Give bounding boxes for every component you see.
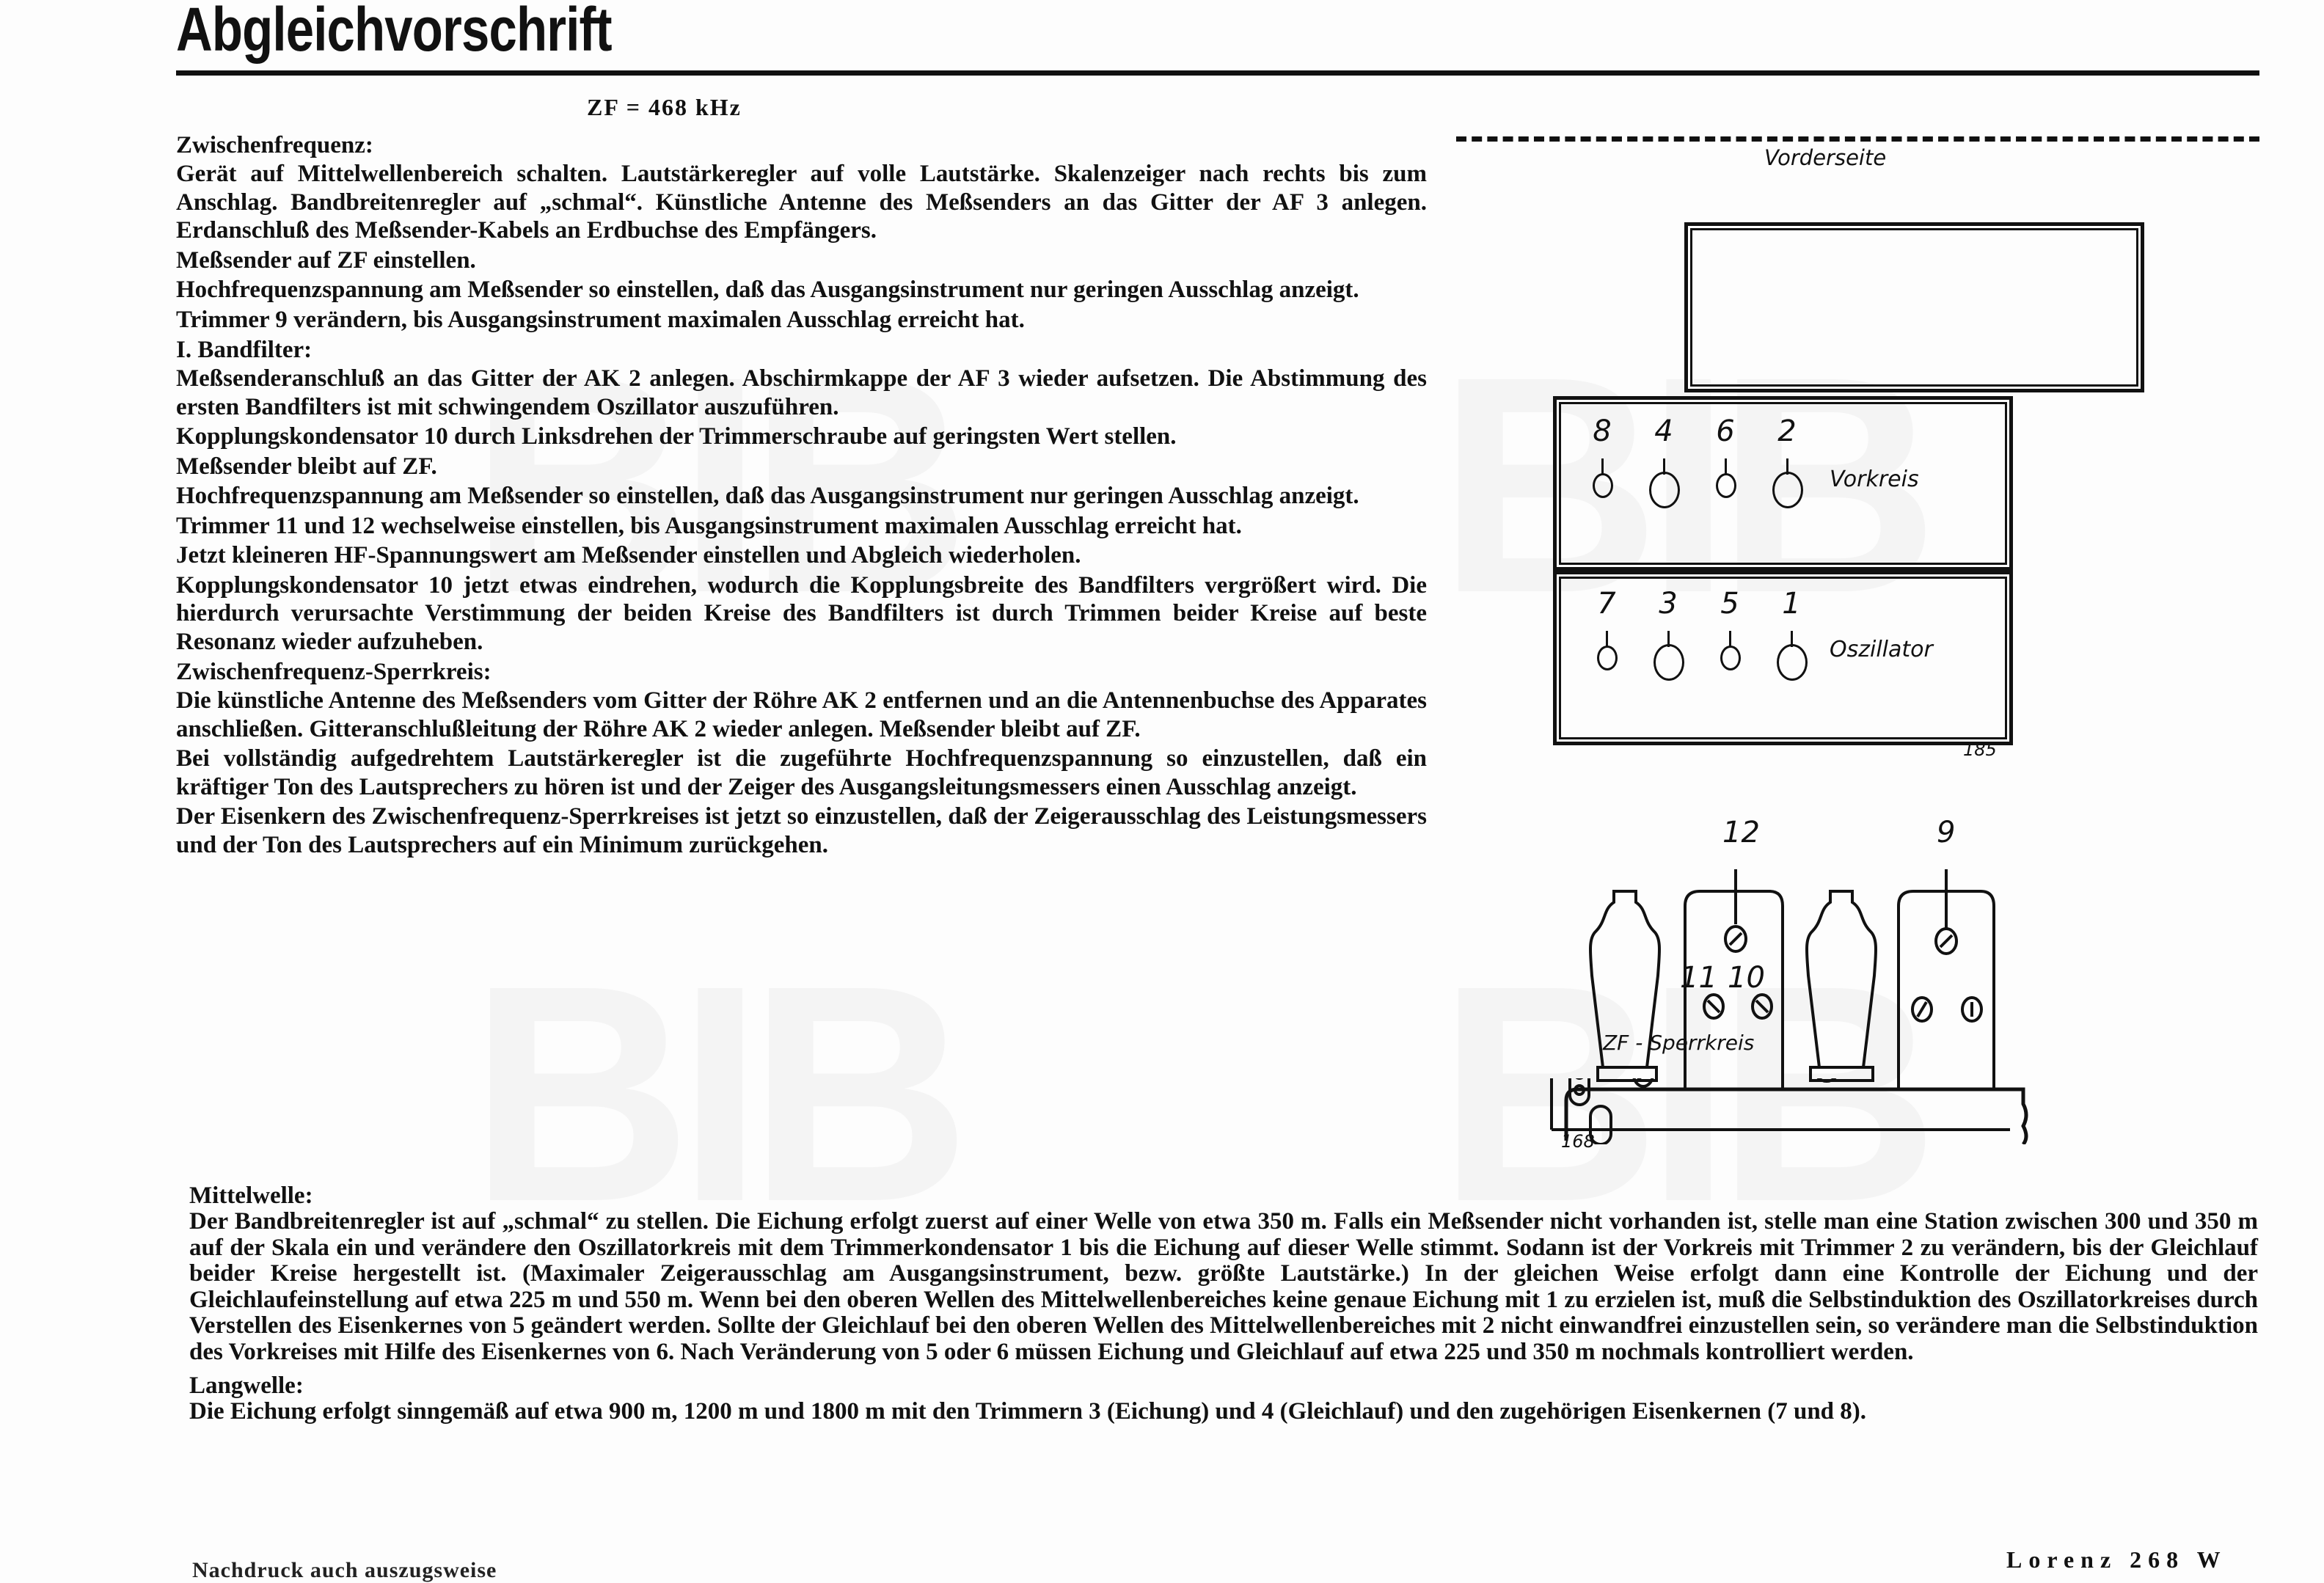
trimmer-number: 4 bbox=[1654, 414, 1673, 448]
paragraph: Die Eichung erfolgt sinngemäß auf etwa 900 m, 1200 m und 1800 m mit den Trimmern 3 (Eichung) und 4 (Gleichlauf) und den zugehörigen Eisenkernen (7 und 8). bbox=[189, 1398, 1867, 1425]
trimmer-7 bbox=[1576, 587, 1637, 675]
paragraph: Trimmer 9 verändern, bis Ausgangsinstrument maximalen Ausschlag erreicht hat. bbox=[176, 306, 1025, 333]
page-title: Abgleichvorschrift bbox=[176, 0, 612, 64]
trimmer-icon bbox=[1593, 473, 1613, 498]
paragraph: Der Eisenkern des Zwischenfrequenz-Sperrkreises ist jetzt so einzustellen, daß der Zeigerausschlag des Leistungsmessers und der Ton des Lautsprechers auf ein Minimum zurückgehen. bbox=[176, 803, 1427, 858]
trimmer-3 bbox=[1637, 587, 1699, 675]
chassis-label-9: 9 bbox=[1937, 816, 1956, 849]
full-width-text bbox=[189, 1182, 2258, 1433]
figure-number-168: 168 bbox=[1561, 1131, 1595, 1152]
trimmer-8 bbox=[1571, 414, 1633, 502]
trimmer-4 bbox=[1633, 414, 1695, 502]
paragraph: Kopplungskondensator 10 jetzt etwas eindrehen, wodurch die Kopplungsbreite des Bandfilters vergrößert wird. Die hierdurch verursachte Verstimmung der beiden Kreise des Bandfilters ist durch Trimmen beider Kreise auf beste Resonanz wieder aufzuheben. bbox=[176, 571, 1427, 655]
trimmer-number: 5 bbox=[1720, 587, 1739, 621]
trimmer-icon bbox=[1777, 644, 1808, 681]
paragraph: Bei vollständig aufgedrehtem Lautstärkeregler ist die zugeführte Hochfrequenzspannung so einzustellen, daß ein kräftiger Ton des Lautsprechers zu hören ist und der Zeiger des Ausgangsleitungsmessers einen Ausschlag anzeigt. bbox=[176, 745, 1427, 800]
paragraph: Hochfrequenzspannung am Meßsender so einstellen, daß das Ausgangsinstrument nur geringen Ausschlag anzeigt. bbox=[176, 483, 1359, 509]
trimmer-number: 2 bbox=[1777, 414, 1797, 448]
paragraph: Gerät auf Mittelwellenbereich schalten. Lautstärkeregler auf volle Lautstärke. Skalenzeiger nach rechts bis zum Anschlag. Bandbreitenregler auf „schmal“. Künstliche Antenne des Meßsenders an das Gitter der AF 3 anlegen. Erdanschluß des Meßsender-Kabels an Erdbuchse des Empfängers. bbox=[176, 161, 1427, 244]
trimmer-icon bbox=[1649, 472, 1680, 508]
paragraph: Meßsender auf ZF einstellen. bbox=[176, 246, 476, 274]
section-heading: Zwischenfrequenz-Sperrkreis: bbox=[176, 659, 492, 685]
trimmer-1 bbox=[1761, 587, 1822, 675]
zf-value: ZF = 468 kHz bbox=[587, 94, 742, 120]
diagram-caption: Vorderseite bbox=[1764, 145, 1887, 170]
trimmer-icon bbox=[1720, 646, 1741, 670]
section-zwischenfrequenz bbox=[176, 131, 1427, 334]
chassis-label-11: 11 bbox=[1680, 961, 1717, 995]
trimmer-number: 6 bbox=[1716, 414, 1735, 448]
section-bandfilter bbox=[176, 335, 1427, 656]
paragraph: Jetzt kleineren HF-Spannungswert am Meßsender einstellen und Abgleich wiederholen. bbox=[176, 542, 1081, 569]
trimmer-icon bbox=[1654, 644, 1684, 681]
section-sperrkreis bbox=[176, 657, 1427, 859]
sperrkreis-label: ZF - Sperrkreis bbox=[1603, 1031, 1755, 1055]
if-can-right-icon bbox=[1899, 869, 1994, 1089]
paragraph: Kopplungskondensator 10 durch Linksdrehen der Trimmerschraube auf geringsten Wert stellen. bbox=[176, 423, 1177, 450]
oszillator-label: Oszillator bbox=[1830, 637, 1933, 662]
socket-icon bbox=[1815, 1078, 1838, 1081]
chassis-label-12: 12 bbox=[1722, 816, 1760, 849]
paragraph: Hochfrequenzspannung am Meßsender so einstellen, daß das Ausgangsinstrument nur geringen Ausschlag anzeigt. bbox=[176, 277, 1359, 303]
trimmer-number: 8 bbox=[1593, 414, 1612, 448]
trimmer-icon bbox=[1772, 472, 1803, 508]
section-heading: I. Bandfilter: bbox=[176, 337, 313, 363]
section-heading: Zwischenfrequenz: bbox=[176, 132, 373, 158]
paragraph: Die künstliche Antenne des Meßsenders vom Gitter der Röhre AK 2 entfernen und an die Antennenbuchse des Apparates anschließen. Gitteranschlußleitung der Röhre AK 2 wieder anlegen. Meßsender bleibt auf ZF. bbox=[176, 687, 1427, 742]
connector-strip-icon bbox=[1570, 1078, 1589, 1105]
paragraph: Meßsenderanschluß an das Gitter der AK 2 anlegen. Abschirmkappe der AF 3 wieder aufsetzen. Die Abstimmung des ersten Bandfilters ist mit schwingendem Oszillator auszuführen. bbox=[176, 365, 1427, 420]
title-rule bbox=[176, 70, 2259, 76]
vorkreis-label: Vorkreis bbox=[1830, 467, 1919, 492]
paragraph: Der Bandbreitenregler ist auf „schmal“ zu stellen. Die Eichung erfolgt zuerst auf einer Welle von etwa 350 m. Falls ein Meßsender nicht vorhanden ist, stelle man eine Station zwischen 300 und 350 m auf der Skala ein und verändere den Oszillatorkreis mit dem Trimmerkondensator 1 bis die Eichung auf dieser Welle stimmt. Sodann ist der Vorkreis mit Trimmer 2 zu verändern, bis der Gleichlauf beider Kreise hergestellt ist. (Maximaler Zeigerausschlag am Ausgangsinstrument, bezw. größte Lautstärke.) In der gleichen Weise erfolgt dann eine Kontrolle der Eichung und der Gleichlaufeinstellung auf etwa 225 m und 550 m. Wenn bei den oberen Wellen des Mittelwellenbereiches keine genaue Eichung mit 1 zu erzielen ist, muß die Selbstinduktion des Oszillatorkreises durch Verstellen des Eisenkernes von 5 geändert werden. Sollte der Gleichlauf bei den oberen Wellen des Mittelwellenbereiches mit 2 nicht einwandfrei einzustellen sein, so verändere man die Selbstinduktion des Vorkreises mit Hilfe des Eisenkernes von 6. Nach Veränderung von 5 oder 6 müssen Eichung und Gleichlauf auf etwa 225 und 350 m nochmals kontrolliert werden. bbox=[189, 1208, 2258, 1365]
dial-window-box bbox=[1684, 222, 2144, 392]
trimmer-2 bbox=[1756, 414, 1818, 502]
footer-model: Lorenz 268 W bbox=[2006, 1546, 2227, 1573]
tube-right-icon bbox=[1807, 891, 1876, 1081]
paragraph: Meßsender bleibt auf ZF. bbox=[176, 453, 437, 480]
oszillator-trimmers bbox=[1576, 587, 1822, 675]
chassis-label-10: 10 bbox=[1728, 961, 1765, 995]
trimmer-icon bbox=[1716, 473, 1736, 498]
trimmer-number: 1 bbox=[1782, 587, 1801, 621]
trimmer-5 bbox=[1699, 587, 1761, 675]
section-heading: Langwelle: bbox=[189, 1372, 304, 1399]
trimmer-6 bbox=[1695, 414, 1756, 502]
section-langwelle bbox=[189, 1372, 2258, 1425]
vorkreis-trimmers bbox=[1571, 414, 1818, 502]
section-heading: Mittelwelle: bbox=[189, 1182, 313, 1209]
trimmer-number: 3 bbox=[1659, 587, 1678, 621]
trimmer-icon bbox=[1597, 646, 1618, 670]
section-mittelwelle bbox=[189, 1182, 2258, 1365]
chassis-front bbox=[1548, 1078, 2017, 1159]
paragraph: Trimmer 11 und 12 wechselweise einstellen, bis Ausgangsinstrument maximalen Ausschlag erreicht hat. bbox=[176, 512, 1242, 539]
trimmer-number: 7 bbox=[1597, 587, 1616, 621]
cutoff-line: Nachdruck auch auszugsweise bbox=[192, 1558, 497, 1582]
figure-number-185: 185 bbox=[1963, 739, 1997, 760]
dashed-divider bbox=[1456, 136, 2259, 142]
left-text-column bbox=[176, 131, 1427, 860]
